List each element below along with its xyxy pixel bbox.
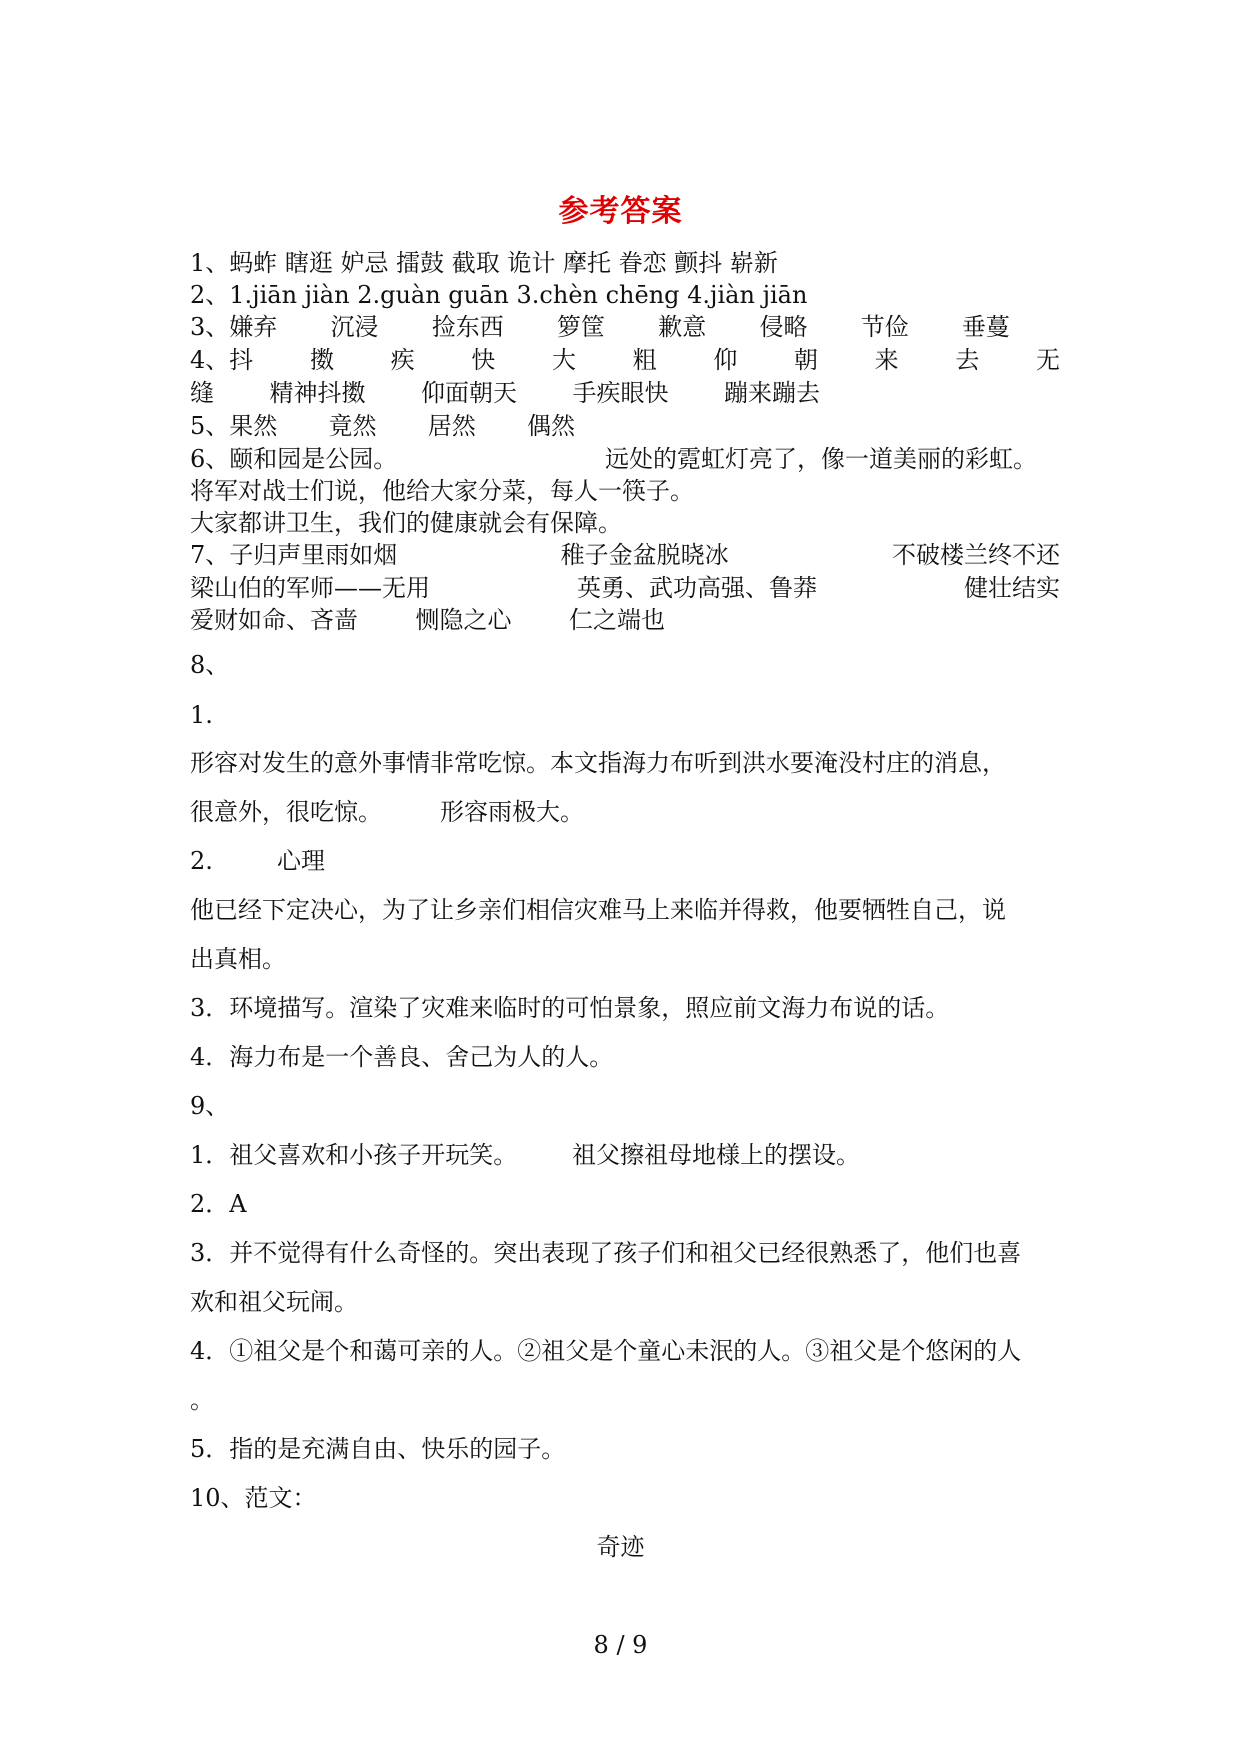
answer-4-char: 仰 [713, 346, 738, 374]
answer-6-sentence: 远处的霓虹灯亮了，像一道美丽的彩虹。 [605, 445, 1037, 473]
answer-4-char: 去 [955, 346, 980, 374]
answer-8-1-text: 很意外，很吃惊。 [190, 798, 382, 826]
answer-3-word: 歉意 [658, 313, 707, 341]
answer-1: 1、蚂蚱 瞎逛 妒忌 擂鼓 截取 诡计 摩托 眷恋 颤抖 崭新 [190, 249, 778, 277]
answer-7-line-3 [190, 605, 665, 635]
answer-4-char: 疾 [390, 346, 415, 374]
answer-9-1-text: 1．祖父喜欢和小孩子开玩笑。 [190, 1141, 518, 1169]
answer-6-line-1 [190, 444, 1060, 474]
answer-3-word: 节俭 [860, 313, 909, 341]
answer-3-word: 沉浸 [330, 313, 379, 341]
answer-4-char: 大 [551, 346, 576, 374]
answer-4-char: 粗 [632, 346, 657, 374]
answer-4-word: 精神抖擞 [269, 379, 366, 407]
answer-10-heading: 10、范文： [190, 1484, 317, 1512]
answer-6-sentence: 6、颐和园是公园。 [190, 445, 398, 473]
answer-6-sentence: 大家都讲卫生，我们的健康就会有保障。 [190, 509, 622, 537]
essay-title: 奇迹 [596, 1533, 645, 1561]
answer-4-word: 蹦来蹦去 [724, 379, 820, 407]
answer-7-item: 恻隐之心 [415, 606, 512, 634]
answer-9-5: 5．指的是充满自由、快乐的园子。 [190, 1435, 566, 1463]
answer-7-line-2 [190, 573, 1060, 603]
answer-8-1-text: 形容对发生的意外事情非常吃惊。本文指海力布听到洪水要淹没村庄的消息， [190, 749, 1006, 777]
answer-9-3: 3．并不觉得有什么奇怪的。突出表现了孩子们和祖父已经很熟悉了，他们也喜 [190, 1239, 1022, 1267]
answer-7-item: 7、子归声里雨如烟 [190, 541, 398, 569]
answer-4-char: 朝 [793, 346, 818, 374]
answer-3 [190, 312, 1010, 342]
answer-4-char: 缝 [190, 379, 214, 407]
answer-4-chars [190, 345, 1060, 375]
answer-7-item: 仁之端也 [569, 606, 665, 634]
answer-7-item: 健壮结实 [964, 574, 1060, 602]
answer-8-2-text: 他已经下定决心，为了让乡亲们相信灾难马上来临并得救，他要牺牲自己，说 [190, 896, 1006, 924]
answer-7-item: 梁山伯的军师——无用 [190, 574, 430, 602]
answer-5-word: 偶然 [526, 412, 575, 440]
answer-9-3-continued: 欢和祖父玩闹。 [190, 1288, 358, 1316]
answer-8-heading: 8、 [190, 651, 230, 679]
answer-9-heading: 9、 [190, 1092, 230, 1120]
answer-9-2: 2．A [190, 1190, 247, 1218]
answer-5-word: 5、果然 [190, 412, 278, 440]
answer-4-word: 手疾眼快 [572, 379, 669, 407]
answer-8-2-number: 2. [190, 847, 213, 875]
answer-2: 2、1.jiān jiàn 2.guàn guān 3.chèn chēng 4.jiàn jiān [190, 281, 808, 309]
answer-3-word: 箩筐 [556, 313, 605, 341]
answer-3-word: 侵略 [759, 313, 808, 341]
page-number: 8 / 9 [593, 1631, 648, 1659]
answer-3-word: 捡东西 [431, 313, 504, 341]
answer-4-char: 擞 [309, 346, 334, 374]
answer-7-item: 稚子金盆脱晓冰 [560, 541, 729, 569]
answer-8-2-value: 心理 [277, 847, 325, 875]
answer-4-char: 4、抖 [190, 346, 254, 374]
answer-7-line-1 [190, 540, 1060, 570]
answer-9-4: 4．①祖父是个和蔼可亲的人。②祖父是个童心未泯的人。③祖父是个悠闲的人 [190, 1337, 1022, 1365]
answer-7-item: 爱财如命、吝啬 [190, 606, 358, 634]
answer-8-1-text: 形容雨极大。 [440, 798, 584, 826]
answer-9-1-text: 祖父擦祖母地様上的摆设。 [572, 1141, 860, 1169]
answer-5 [190, 411, 575, 441]
answer-8-2 [190, 846, 1060, 876]
answer-4-char: 快 [471, 346, 496, 374]
answer-4-word: 仰面朝天 [421, 379, 517, 407]
page-title: 参考答案 [558, 194, 683, 229]
answer-8-1-number: 1. [190, 701, 213, 729]
answer-8-2-text: 出真相。 [190, 945, 286, 973]
answer-9-4-continued: 。 [190, 1386, 214, 1414]
answer-6-sentence: 将军对战士们说，他给大家分菜，每人一筷子。 [190, 477, 694, 505]
answer-8-1-text-line-2 [190, 797, 1060, 827]
answer-8-4: 4．海力布是一个善良、舍己为人的人。 [190, 1043, 614, 1071]
answer-7-item: 英勇、武功高强、鲁莽 [577, 574, 817, 602]
answer-5-word: 竟然 [328, 412, 377, 440]
answer-9-1 [190, 1140, 1060, 1170]
answer-4-char: 来 [874, 346, 899, 374]
answer-4-char: 无 [1036, 346, 1060, 374]
answer-5-word: 居然 [427, 412, 476, 440]
answer-3-word: 垂蔓 [961, 313, 1010, 341]
answer-3-word: 3、嫌弃 [190, 313, 278, 341]
answer-7-item: 不破楼兰终不还 [892, 541, 1060, 569]
answer-8-3: 3．环境描写。渲染了灾难来临时的可怕景象，照应前文海力布说的话。 [190, 994, 950, 1022]
answer-4-words [190, 378, 820, 408]
